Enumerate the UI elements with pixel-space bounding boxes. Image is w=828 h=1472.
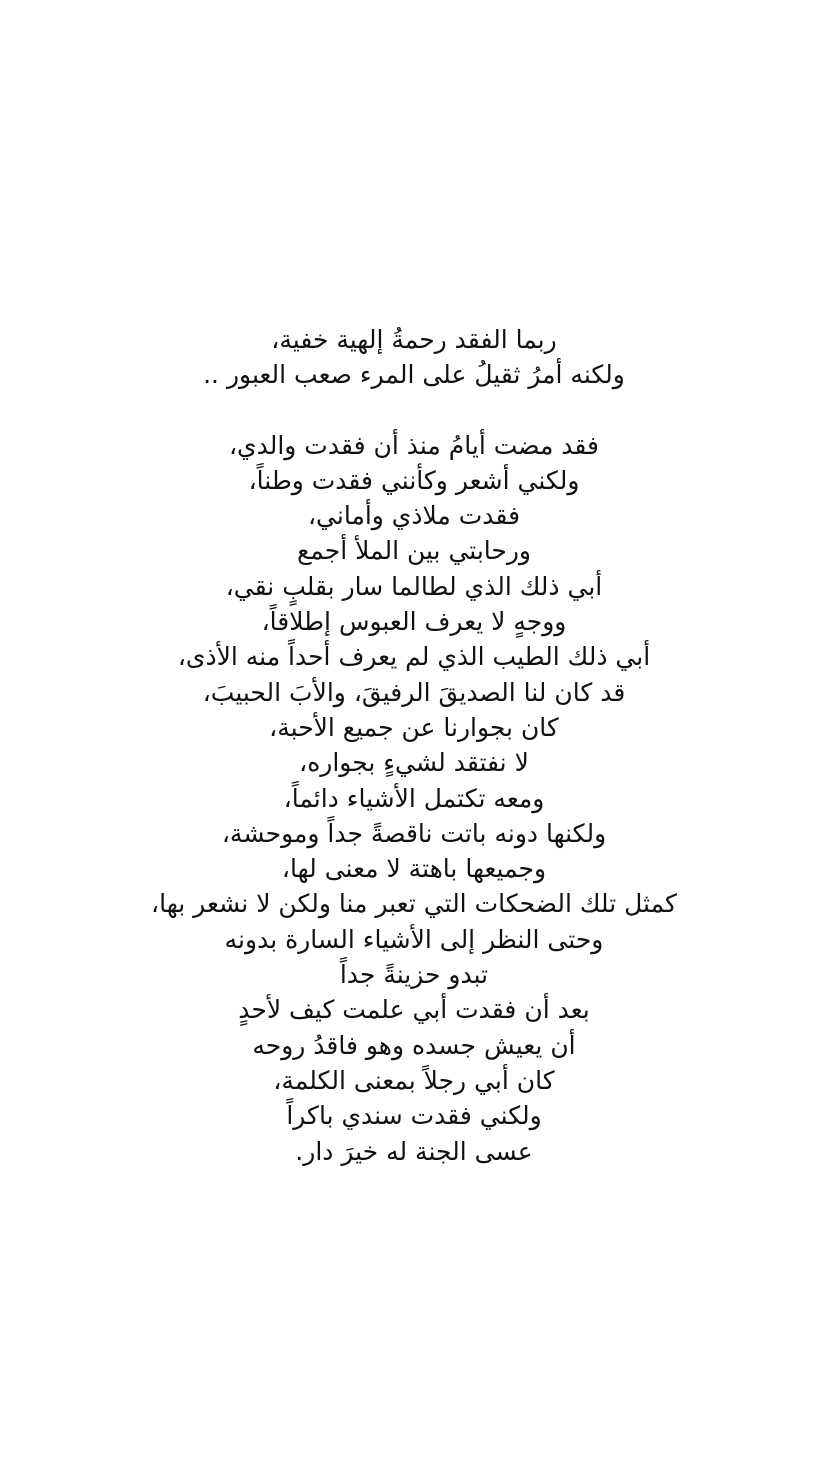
- poem-line: تبدو حزينةً جداً: [339, 960, 489, 990]
- poem-line: ولكنها دونه باتت ناقصةً جداً وموحشة،: [221, 818, 607, 848]
- poem-line: فقدت ملاذي وأماني،: [307, 501, 521, 531]
- poem-line: قد كان لنا الصديقَ الرفيقَ، والأبَ الحبيبَ،: [202, 677, 626, 707]
- poem-line: وحتى النظر إلى الأشياء السارة بدونه: [224, 924, 604, 954]
- poem-line: وجميعها باهتة لا معنى لها،: [281, 854, 547, 884]
- poem-line: كان أبي رجلاً بمعنى الكلمة،: [273, 1065, 555, 1095]
- poem-line: ووجهٍ لا يعرف العبوس إطلاقاً،: [261, 607, 567, 637]
- poem-stanza-1: [0, 322, 828, 393]
- poem-line: ولكني أشعر وكأنني فقدت وطناً،: [248, 465, 580, 495]
- poem-line: فقد مضت أيامُ منذ أن فقدت والدي،: [228, 430, 600, 460]
- poem-line: كان بجوارنا عن جميع الأحبة،: [269, 712, 559, 742]
- poem-line: أبي ذلك الذي لطالما سار بقلبٍ نقي،: [225, 571, 603, 601]
- poem-line: بعد أن فقدت أبي علمت كيف لأحدٍ: [238, 995, 590, 1025]
- poem-line: كمثل تلك الضحكات التي تعبر منا ولكن لا نشعر بها،: [151, 889, 677, 919]
- poem-stanza-2: [0, 428, 828, 1169]
- poem-line: ولكنه أمرُ ثقيلُ على المرء صعب العبور ..: [203, 360, 625, 390]
- poem-line: ربما الفقد رحمةُ إلهية خفية،: [271, 325, 557, 354]
- poem-text: [0, 322, 828, 1169]
- poem-line: لا نفتقد لشيءٍ بجواره،: [299, 748, 529, 778]
- poem-line: ورحابتي بين الملأ أجمع: [296, 536, 532, 566]
- poem-line: ومعه تكتمل الأشياء دائماً،: [283, 783, 545, 813]
- poem-line: عسى الجنة له خيرَ دار.: [295, 1136, 533, 1166]
- poem-line: أبي ذلك الطيب الذي لم يعرف أحداً منه الأذى،: [177, 642, 651, 672]
- poem-line: أن يعيش جسده وهو فاقدُ روحه: [252, 1030, 576, 1060]
- poem-line: ولكني فقدت سندي باكراً: [286, 1101, 542, 1131]
